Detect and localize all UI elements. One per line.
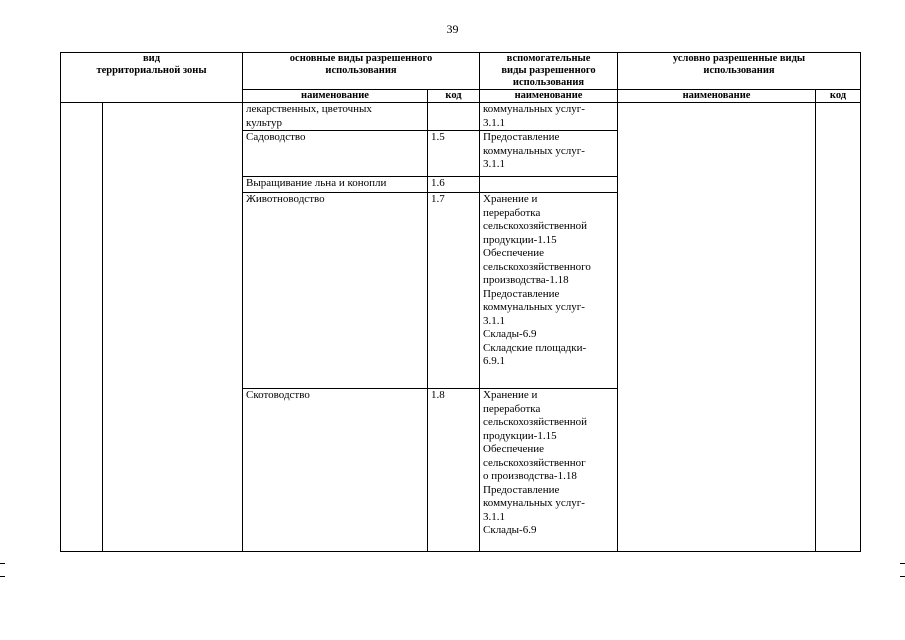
- header-zone-type: вид территориальной зоны: [61, 53, 243, 103]
- main-use-name: Скотоводство: [243, 389, 428, 552]
- conditional-use-name: [618, 103, 816, 552]
- header-conditional-uses: условно разрешенные виды использования: [618, 53, 861, 90]
- main-use-code: 1.7: [428, 193, 480, 389]
- main-use-code: 1.6: [428, 177, 480, 193]
- main-use-name: лекарственных, цветочных культур: [243, 103, 428, 131]
- zones-table: [60, 52, 861, 552]
- table-row: [61, 103, 861, 131]
- main-use-code: 1.8: [428, 389, 480, 552]
- header-main-uses: основные виды разрешенного использования: [243, 53, 480, 90]
- header-auxiliary-uses: вспомогательные виды разрешенного использования: [480, 53, 618, 90]
- scan-mark-left-2: [0, 576, 5, 577]
- main-use-name: Садоводство: [243, 131, 428, 177]
- main-use-code: [428, 103, 480, 131]
- conditional-use-code: [816, 103, 861, 552]
- scan-mark-right-2: [900, 576, 905, 577]
- zone-name-cell: [103, 103, 243, 552]
- auxiliary-use: коммунальных услуг- 3.1.1: [480, 103, 618, 131]
- auxiliary-use: Предоставление коммунальных услуг- 3.1.1: [480, 131, 618, 177]
- header-main-name: наименование: [243, 90, 428, 103]
- scan-mark-right-1: [900, 563, 905, 564]
- auxiliary-use: [480, 177, 618, 193]
- header-main-code: код: [428, 90, 480, 103]
- main-use-name: Выращивание льна и конопли: [243, 177, 428, 193]
- scan-mark-left-1: [0, 563, 5, 564]
- header-row-groups: [61, 53, 861, 90]
- header-auxiliary-name: наименование: [480, 90, 618, 103]
- main-use-name: Животноводство: [243, 193, 428, 389]
- auxiliary-use: Хранение и переработка сельскохозяйственной продукции-1.15 Обеспечение сельскохозяйственног о производства-1.18 Предоставление коммунальных услуг- 3.1.1 Склады-6.9: [480, 389, 618, 552]
- page-number: 39: [446, 22, 459, 36]
- auxiliary-use: Хранение и переработка сельскохозяйственной продукции-1.15 Обеспечение сельскохозяйственного производства-1.18 Предоставление коммунальных услуг- 3.1.1 Склады-6.9 Складские площадки- 6.9.1: [480, 193, 618, 389]
- main-use-code: 1.5: [428, 131, 480, 177]
- header-conditional-name: наименование: [618, 90, 816, 103]
- header-conditional-code: код: [816, 90, 861, 103]
- zone-code-cell: [61, 103, 103, 552]
